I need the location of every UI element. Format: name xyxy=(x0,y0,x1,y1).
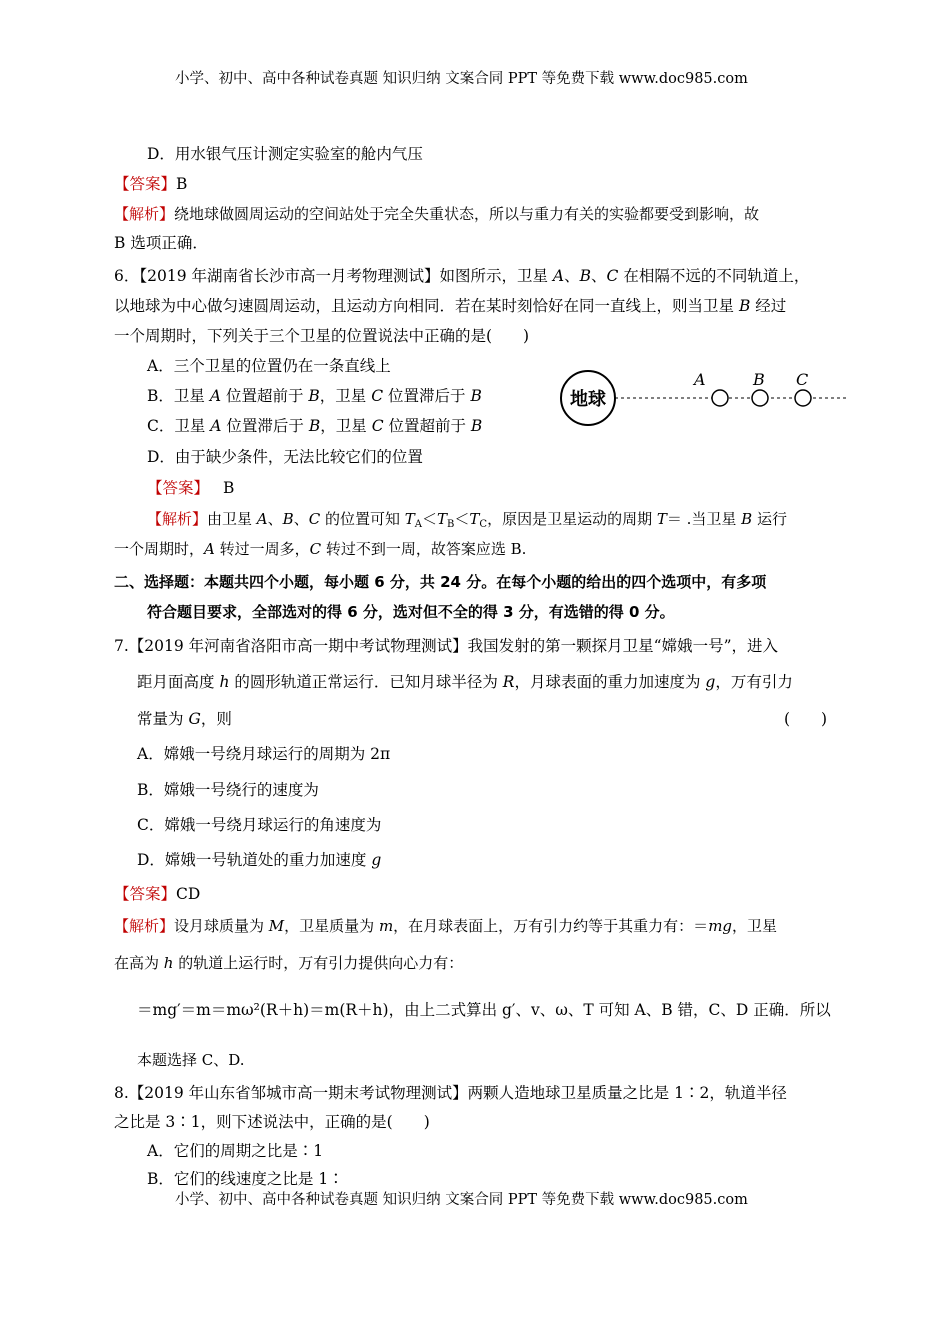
satellite-a xyxy=(712,390,728,406)
answer-label: 【答案】 xyxy=(114,175,177,193)
satellite-c xyxy=(795,390,811,406)
q5-analysis-line2: B 选项正确． xyxy=(114,234,208,252)
page-footer: 小学、初中、高中各种试卷真题 知识归纳 文案合同 PPT 等免费下载 www.doc985.com xyxy=(175,1192,748,1208)
section2-heading-line1: 二、选择题：本题共四个小题，每小题 6 分，共 24 分。在每个小题的给出的四个选项中，有多项 xyxy=(114,573,767,591)
q7-stem-line3: 常量为 G，则 xyxy=(137,710,232,728)
q5-answer xyxy=(114,174,187,194)
q6-stem-line2: 以地球为中心做匀速圆周运动，且运动方向相同．若在某时刻恰好在同一直线上，则当卫星 B 经过 xyxy=(114,297,787,315)
q6-analysis-line1: 【解析】由卫星 A、B、C 的位置可知 $T_A<T_B<T_C$，原因是卫星运动的周期 T＝ .当卫星 B 运行 xyxy=(147,510,787,530)
analysis-label: 【解析】 xyxy=(114,205,175,223)
q7-option-c: C．嫦娥一号绕月球运行的角速度为 xyxy=(137,816,382,834)
q7-answer: 【答案】CD xyxy=(114,885,201,903)
q7-option-d: D．嫦娥一号轨道处的重力加速度 g xyxy=(137,851,382,869)
q8-option-b: B．它们的线速度之比是 1∶ xyxy=(147,1170,344,1188)
q7-analysis-line1: 【解析】设月球质量为 M，卫星质量为 m，在月球表面上，万有引力约等于其重力有：＝mg，卫星 xyxy=(114,917,778,935)
q6-option-c: C．卫星 A 位置滞后于 B，卫星 C 位置超前于 B xyxy=(147,417,483,435)
q8-option-a: A．它们的周期之比是∶1 xyxy=(147,1142,324,1160)
q7-stem-line2: 距月面高度 h 的圆形轨道正常运行．已知月球半径为 R，月球表面的重力加速度为 g，万有引力 xyxy=(137,673,793,691)
q7-analysis-line3: ＝mg′＝m＝mω²(R＋h)＝m(R＋h)，由上二式算出 g′、v、ω、T 可知 A、B 错，C、D 正确．所以 xyxy=(137,1001,831,1019)
q6-stem-line3: 一个周期时，下列关于三个卫星的位置说法中正确的是( ) xyxy=(114,327,530,345)
q6-option-b: B．卫星 A 位置超前于 B，卫星 C 位置滞后于 B xyxy=(147,387,482,405)
q5-analysis-line1: 【解析】绕地球做圆周运动的空间站处于完全失重状态，所以与重力有关的实验都要受到影响，故 xyxy=(114,205,760,223)
q8-stem-line1: 8.【2019 年山东省邹城市高一期末考试物理测试】两颗人造地球卫星质量之比是 1∶2，轨道半径 xyxy=(114,1084,787,1102)
satellite-c-label: C xyxy=(796,370,809,389)
q6-analysis-line2: 一个周期时，A 转过一周多，C 转过不到一周，故答案应选 B. xyxy=(114,540,527,558)
page-header: 小学、初中、高中各种试卷真题 知识归纳 文案合同 PPT 等免费下载 www.doc985.com xyxy=(175,71,748,87)
q5-answer-value: B xyxy=(176,175,188,193)
q7-option-a: A．嫦娥一号绕月球运行的周期为 2π xyxy=(137,745,391,763)
q6-option-a: A．三个卫星的位置仍在一条直线上 xyxy=(147,357,391,375)
q5-option-d: D．用水银气压计测定实验室的舱内气压 xyxy=(147,145,423,163)
q6-stem-line1: 6．【2019 年湖南省长沙市高一月考物理测试】如图所示，卫星 A、B、C 在相隔不远的不同轨道上， xyxy=(114,267,810,285)
earth-label: 地球 xyxy=(570,389,606,410)
q7-option-b: B．嫦娥一号绕行的速度为 xyxy=(137,781,319,799)
q7-stem-line1: 7.【2019 年河南省洛阳市高一期中考试物理测试】我国发射的第一颗探月卫星“嫦娥一号”，进入 xyxy=(114,637,779,655)
satellite-a-label: A xyxy=(694,370,706,389)
q6-answer: 【答案】 B xyxy=(147,479,235,497)
q6-satellite-diagram xyxy=(555,365,855,435)
q8-stem-line2: 之比是 3∶1，则下述说法中，正确的是( ) xyxy=(114,1113,430,1131)
q7-analysis-line4: 本题选择 C、D. xyxy=(137,1051,245,1069)
section2-heading-line2: 符合题目要求，全部选对的得 6 分，选对但不全的得 3 分，有选错的得 0 分。 xyxy=(147,603,675,621)
q6-option-d: D．由于缺少条件，无法比较它们的位置 xyxy=(147,448,423,466)
satellite-b-label: B xyxy=(753,370,765,389)
q7-analysis-line2: 在高为 h 的轨道上运行时，万有引力提供向心力有： xyxy=(114,954,464,972)
satellite-b xyxy=(752,390,768,406)
q7-answer-paren: ( ) xyxy=(784,710,828,728)
